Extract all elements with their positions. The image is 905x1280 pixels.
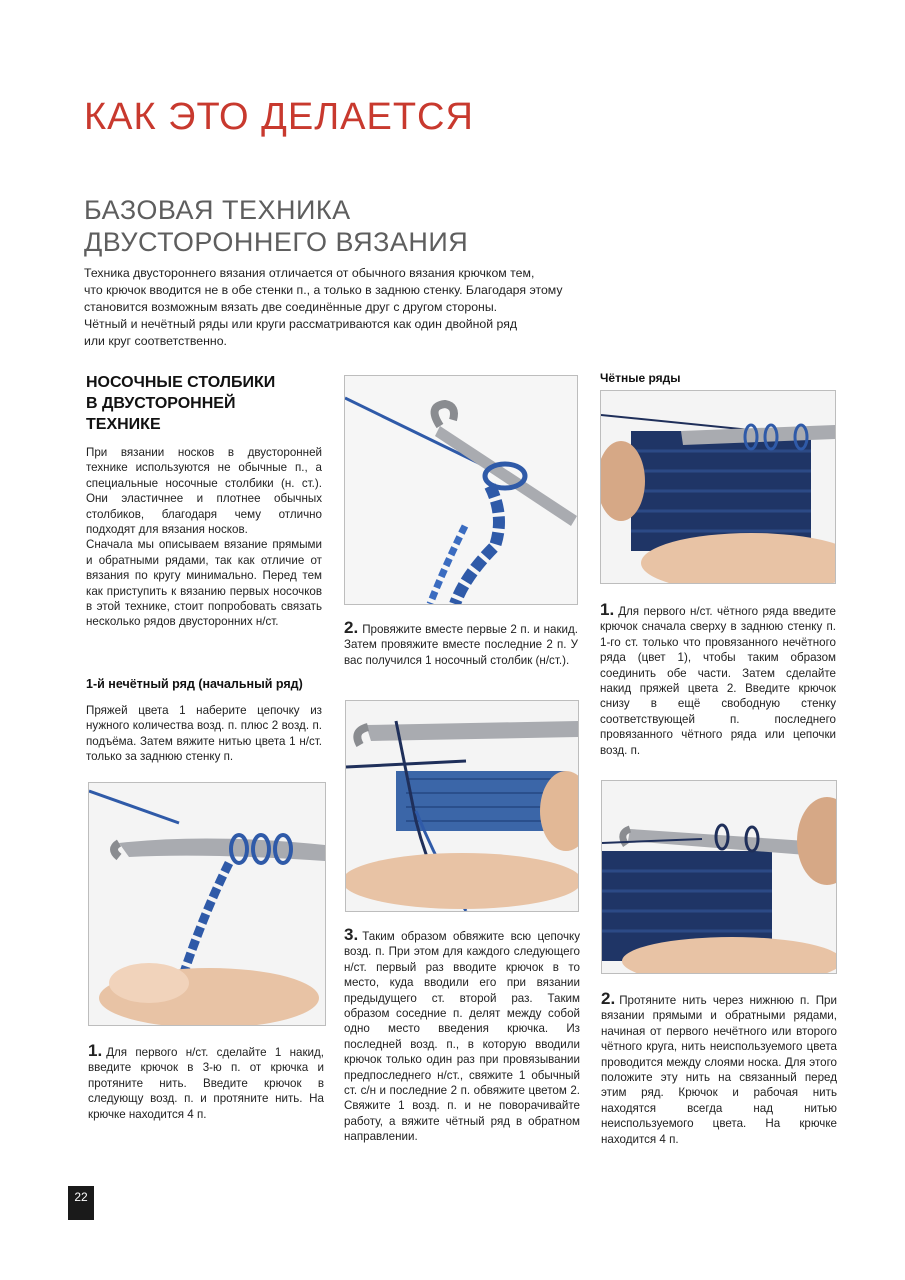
step-text: Протяните нить через нижнюю п. При вязании прямыми и обратными рядами, начиная от первого нечётного или второго чётного круга, нить неиспользуемого цвета проводится между слоями носка. Для этого положите эту нить на связанный перед этим ряд. Крючок и рабочая нить находятся всегда над нитью неиспользуемого цвета. На крючке находится 4 п. [601, 994, 837, 1146]
even-step1-caption [600, 602, 836, 758]
even-step2-caption [601, 991, 837, 1147]
step1-caption [88, 1043, 324, 1122]
even-rows-heading: Чётные ряды [600, 371, 681, 385]
photo-step3-row [345, 700, 579, 912]
intro-line: Техника двустороннего вязания отличается от обычного вязания крючком тем, [84, 266, 535, 280]
body-paragraph: При вязании носков в двусторонней технике используются не обычные п., а специальные носочные столбики (н. ст.). Они эластичнее и плотнее обычных столбиков, благодаря чему отлично подходят для вязания носков. [86, 446, 322, 537]
section-title [84, 194, 604, 258]
step-text: Для первого н/ст. сделайте 1 накид, введите крючок в 3-ю п. от крючка и протяните нить. Введите крючок в следующу возд. п. и протяните нить. На крючке находится 4 п. [88, 1046, 324, 1121]
photo-even-step1 [600, 390, 836, 584]
row-heading: 1-й нечётный ряд (начальный ряд) [86, 677, 303, 691]
section-title-line1: БАЗОВАЯ ТЕХНИКА [84, 195, 351, 225]
subhead-line: ТЕХНИКЕ [86, 416, 161, 433]
photo-step2-stitch [344, 375, 578, 605]
step3-caption [344, 927, 580, 1145]
page-number: 22 [68, 1186, 94, 1220]
step-number: 1. [600, 600, 615, 619]
step2-caption [344, 620, 578, 668]
body-paragraph: Сначала мы описываем вязание прямыми и обратными рядами, так как отличие от вязания по кругу минимально. Перед тем как приступить к вязанию первых носочков в этой технике, стоит попробовать связать несколько рядов двусторонних н/ст. [86, 538, 322, 629]
intro-line: становится возможным вязать две соединённые друг с другом стороны. [84, 300, 498, 314]
subhead [86, 372, 326, 435]
photo-step1-chain [88, 782, 326, 1026]
intro-paragraph [84, 265, 584, 350]
row-text: Пряжей цвета 1 наберите цепочку из нужного количества возд. п. плюс 2 возд. п. подъёма. Затем вяжите нитью цвета 1 н/ст. только за заднюю стенку п. [86, 704, 322, 764]
page-title: КАК ЭТО ДЕЛАЕТСЯ [84, 96, 474, 138]
section-title-line2: ДВУСТОРОННЕГО ВЯЗАНИЯ [84, 227, 469, 257]
step-number: 2. [601, 989, 616, 1008]
photo-even-step2 [601, 780, 837, 974]
intro-line: что крючок вводится не в обе стенки п., а только в заднюю стенку. Благодаря этому [84, 283, 563, 297]
intro-line: Чётный и нечётный ряды или круги рассматриваются как один двойной ряд [84, 317, 518, 331]
step-text: Для первого н/ст. чётного ряда введите крючок сначала сверху в заднюю стенку п. 1-го ст. только что провязанного нечётного ряда (цвет 1), чтобы таким образом соединить обе части. Затем сделайте накид пряжей цвета 2. Введите крючок снизу в ещё свободную стенку соответствующей п. последнего провязанного чётного ряда или цепочки возд. п. [600, 605, 836, 757]
intro-line: или круг соответственно. [84, 334, 227, 348]
step-number: 1. [88, 1041, 103, 1060]
subhead-line: В ДВУСТОРОННЕЙ [86, 395, 236, 412]
column1-body [86, 445, 322, 630]
step-number: 2. [344, 618, 359, 637]
step-text: Таким образом обвяжите всю цепочку возд. п. При этом для каждого следующего н/ст. первый раз вводите крючок в то место, куда вводили его при вязании предыдущего ст. второй раз. Таким образом соседние п. делят между собой одно место введения крючка. Из последней возд. п., в которую вводили крючок только один раз при провязывании предпоследнего н/ст., свяжите 1 обычный ст. с/н и последние 2 п. обвяжите цветом 2. Свяжите 1 возд. п. и не поворачивайте работу, а вяжите чётный ряд в обратном направлении. [344, 930, 580, 1144]
step-text: Провяжите вместе первые 2 п. и накид. Затем провяжите вместе последние 2 п. У вас получился 1 носочный столбик (н/ст.). [344, 623, 578, 667]
subhead-line: НОСОЧНЫЕ СТОЛБИКИ [86, 374, 276, 391]
step-number: 3. [344, 925, 359, 944]
